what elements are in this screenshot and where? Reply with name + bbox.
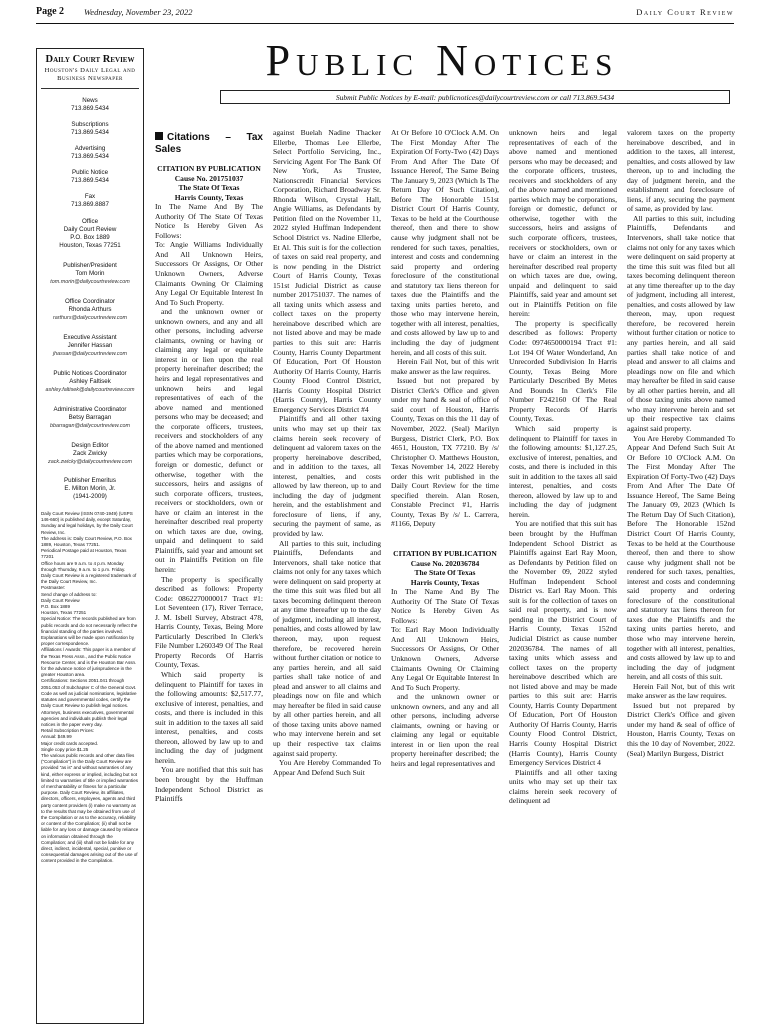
notice-caption: CITATION BY PUBLICATION <box>157 164 261 173</box>
notice-paragraph: Which said property is delinquent to Plaintiff for taxes in the following amounts: $1,127.25, exclusive of interest, penalties, and costs, and there is included in this suit in addition to the taxes all said interest, penalties, and costs thereon, allowed by law up to and including the day of judgment herein. <box>509 423 617 519</box>
issue-date: Wednesday, November 23, 2022 <box>84 7 193 17</box>
staff-name: Rhonda Arthurs <box>68 306 112 313</box>
notice-paragraph: To: Angie Williams Individually And All Unknown Heirs, Successors Or Assigns, Or Other Unknown Owners, Adverse Claimants Owning Or Claiming Any Legal Or Equitable Interest In And To Such Property. <box>155 240 263 307</box>
notice-paragraph: unknown heirs and legal representatives of each of the above named and mentioned persons who may be deceased; and the corporate officers, trustees, receivers and stockholders of any of the above named and mentioned parties which may be corporations, foreign or domestic, defunct or otherwise, together with the successors, heirs and assigns of such corporate officers, trustees, receivers or stockholders, own or have or claim an interest in the hereinafter described real property on which taxes are due, owing, unpaid and delinquent to said Plaintiffs, said year and amount set out in Plaintiffs Petition on file herein: <box>509 128 617 319</box>
staff-email: bbarragan@dailycourtreview.com <box>49 423 131 429</box>
notice-column-5 <box>627 128 735 1024</box>
staff-block <box>37 370 143 394</box>
contact-phone: 713.869.8887 <box>71 201 109 208</box>
notice-paragraph: In The Name And By The Authority Of The State Of Texas Notice Is Hereby Given As Follows: <box>155 202 263 240</box>
staff-name: Zack Zwicky <box>72 450 108 457</box>
staff-block <box>37 262 143 286</box>
fine-print <box>37 511 143 865</box>
notice-caption: The State Of Texas <box>414 568 476 578</box>
notice-column-1 <box>155 128 263 1024</box>
contact-phone: 713.869.5434 <box>71 177 109 184</box>
notice-paragraph: All parties to this suit, including Plaintiffs, Defendants and Intervenors, shall take notice that claims not only for any taxes which were delinquent on said property at the time this suit was filed but all taxes becoming delinquent thereon at any time thereafter up to the day of judgment, including all interest, penalties, and costs allowed by law thereon, may, upon request therefore, be recovered herein without further citation or notice to any parties herein, and all said parties shall take notice of and plead and answer to all claims and pleadings now on file and which may hereafter be filed in said cause by all other parties herein, and all of those taxing units above named who may intervene herein and set up their respective tax claims against said property. <box>273 538 381 758</box>
contact-phone: 713.869.5434 <box>71 105 109 112</box>
staff-name: Jennifer Hassan <box>67 342 113 349</box>
contact-block <box>37 97 143 113</box>
sidebar-title: Daily Court Review <box>45 54 135 65</box>
square-bullet-icon <box>155 132 163 140</box>
fine-print-line: Affiliations / Awards: This paper is a member of the Texas Press Assn., and the Public Notice Resource Center, and is the Houston Bar Assn. for the advance notice of jurisprudence in the greater Houston area. <box>41 647 137 678</box>
fine-print-line: Annual: $49.99 <box>41 734 72 740</box>
notice-paragraph: Herein Fail Not, but of this writ make answer as the law requires. <box>627 681 735 701</box>
notice-paragraph: You are notified that this suit has been brought by the Huffman Independent School District as Plaintiffs <box>155 765 263 804</box>
contact-block <box>37 169 143 185</box>
notice-caption: Cause No. 202036784 <box>410 558 480 568</box>
section-title: Citations – Tax Sales <box>155 132 263 155</box>
staff-block <box>37 334 143 358</box>
notice-paragraph: To: Earl Ray Moon Individually And All Unknown Heirs, Successors Or Assigns, Or Other Unknown Owners, Adverse Claimants Owning Or Claiming Any Legal Or Equitable Interest In And To Such Property. <box>391 625 499 692</box>
staff-block <box>37 442 143 466</box>
staff-email: zack.zwicky@dailycourtreview.com <box>48 459 132 465</box>
notice-caption: Cause No. 201751037 <box>174 173 244 183</box>
contact-label: News <box>82 97 98 104</box>
contact-block <box>37 121 143 137</box>
page-number: Page 2 <box>36 6 65 17</box>
staff-email: rarthurs@dailycourtreview.com <box>52 315 128 321</box>
contact-label: Subscriptions <box>71 121 109 128</box>
staff-name: Ashley Faltisek <box>69 378 111 385</box>
contact-label: Fax <box>84 193 96 200</box>
fine-print-line: Major credit cards accepted. <box>41 740 99 746</box>
sidebar-subtitle: Houston's Daily Legal and Business Newspaper <box>44 67 136 82</box>
notice-paragraph: Which said property is delinquent to Plaintiff for taxes in the following amounts: $2,517.77, exclusive of interest, penalties, and costs, and there is included in this suit in addition to the taxes all said interest, penalties, and costs thereon, allowed by law up to and including the day of judgment herein. <box>155 669 263 765</box>
notice-column-3 <box>391 128 499 1024</box>
contact-phone: 713.869.5434 <box>71 153 109 160</box>
staff-email: tom.morin@dailycourtreview.com <box>50 279 130 285</box>
submission-line: Submit Public Notices by E-mail: publicnotices@dailycourtreview.com or call 713.869.5434 <box>220 90 730 104</box>
fine-print-line: Daily Court Review is a registered trademark of the Daily Court Review, Inc. <box>41 573 137 585</box>
notice-caption: The State Of Texas <box>178 183 240 193</box>
staff-name: Tom Morin <box>75 270 105 277</box>
fine-print-line: The various public records and other data files ("Compilation") in the Daily Court Review are provided "as is" and without warranties of any kind, either express or implied, including but not limited to warranties of title or implied warranties of merchantability or fitness for a particular purpose. Daily Court Review, its affiliates, directors, officers, employees, agents and third party content providers (i) make no warranty as to the results that may be obtained from use of the Compilation or as to the accuracy, reliability or content of the Compilation; (ii) shall not be liable for any loss or damage caused by reliance on information obtained through the Compilation; and (iii) shall not be liable for any direct, indirect, incidental, special, punitive or consequential damages arising out of the use of content provided in the Compilation. <box>41 752 139 864</box>
emeritus-name: E. Milton Morin, Jr. <box>64 485 116 492</box>
contact-block <box>37 193 143 209</box>
notice-paragraph: The property is specifically described as follows: Property Code: 0862270000017 Tract #1: Lot Seventeen (17), River Terrace, J. M. Isbell Survey, Abstract 478, Harris County, Texas, Being More Particularly Described In Clerk's File Number L260349 Of The Real Property Records Of Harris County, Texas. <box>155 574 263 670</box>
staff-name: Betsy Barragan <box>68 414 112 421</box>
office-line-2: P.O. Box 1889 <box>70 234 110 241</box>
fine-print-line: Office hours are 9 a.m. to 4 p.m. Monday through Thursday, 9 a.m. to 1 p.m. Friday. <box>41 560 126 572</box>
contact-block <box>37 145 143 161</box>
header-rule <box>36 23 734 24</box>
running-header <box>36 6 734 28</box>
office-block <box>37 218 143 250</box>
notice-paragraph: and the unknown owner or unknown owners, and any and all other persons, including adverse claimants, owning or having or claiming any legal or equitable interest in or lien upon the real property hereinafter described; the heirs and legal representatives and <box>391 692 499 768</box>
fine-print-line: Single copy price $1.25 <box>41 746 89 752</box>
fine-print-line: Certifications: Sections 2051.041 through 2051.053 of Subchapter C of the General Govt. Code as well as judicial nominations, legislative statutes and governmental codes, certify the Daily Court Review to publish legal notices. Attorneys, business executives, governmental agencies and individuals publish their legal notices in the paper every day. <box>41 678 137 727</box>
sidebar-rule <box>41 88 139 89</box>
fine-print-line: Retail Subscription Prices: <box>41 728 95 734</box>
emeritus-role: Publisher Emeritus <box>64 477 116 484</box>
notice-paragraph: Plaintiffs and all other taxing units who may set up their tax claims herein seek recovery of delinquent ad valorem taxes on the property hereinabove described, and in addition to the taxes, all interest, penalties, and costs allowed by law thereon, up to and including the day of judgment herein, and the establishment and foreclosure of liens, if any, securing the payment of same, as provided by law. <box>273 414 381 538</box>
staff-role: Design Editor <box>71 442 109 449</box>
contact-label: Advertising <box>74 145 106 152</box>
office-line-1: Daily Court Review <box>63 226 117 233</box>
notice-paragraph: All parties to this suit, including Plaintiffs, Defendants and Intervenors, shall take notice that claims not only for any taxes which were delinquent on said property at the time this suit was filed but all taxes becoming delinquent thereon at any time thereafter up to the day of judgment, including all interest, penalties, and costs allowed by law thereon, may, upon request therefore, be recovered herein without further citation or notice to any parties herein, and all said parties shall take notice of and plead and answer to all claims and pleadings now on file and which may hereafter be filed in said cause by all other parties herein, and all of those taxing units above named who may intervene herein and set up their respective tax claims against said property. <box>627 213 735 433</box>
notice-paragraph: and the unknown owner or unknown owners, and any and all other persons, including adverse claimants, owning or having or claiming any legal or equitable interest in or lien upon the real property hereinafter described; the heirs and legal representatives and unknown heirs and legal representatives of each of the above named and mentioned persons who may be deceased; and the corporate officers, trustees, receivers and stockholders of any of the above named and mentioned parties which may be corporations, foreign or domestic, defunct or otherwise, together with the successors, heirs and assigns of such corporate officers, trustees, receivers or stockholders, own or have or claim an interest in the hereinafter described real property on which taxes are due, owing, unpaid and delinquent to said Plaintiffs, said year and amount set out in Plaintiffs Petition on file herein: <box>155 307 263 574</box>
contact-label: Public Notice <box>71 169 109 176</box>
notice-paragraph: You Are Hereby Commanded To Appear And Defend Such Suit <box>273 758 381 777</box>
masthead-sidebar <box>36 48 144 1024</box>
staff-role: Executive Assistant <box>63 334 117 341</box>
notice-caption: Harris County, Texas <box>410 577 480 587</box>
contact-phone: 713.869.5434 <box>71 129 109 136</box>
notice-paragraph: Herein Fail Not, but of this writ make answer as the law requires. <box>391 357 499 376</box>
office-line-3: Houston, Texas 77251 <box>59 242 121 249</box>
contact-list <box>37 97 143 209</box>
page-title: Public Notices <box>265 36 619 85</box>
staff-list <box>37 262 143 466</box>
staff-role: Administrative Coordinator <box>53 406 127 413</box>
notice-paragraph: Plaintiffs and all other taxing units who may set up their tax claims herein seek recovery of delinquent ad <box>509 767 617 806</box>
notice-paragraph: Issued but not prepared by District Clerk's Office and given under my hand & seal of office of Houston, Harris County, Texas on this the 10 day of November, 2022. (Seal) Marilyn Burgess, District <box>627 700 735 758</box>
notice-paragraph: You Are Hereby Commanded To Appear And Defend Such Suit At Or Before 10 O'Clock A.M. On The First Monday After The Expiration Of Forty-Two (42) Days From And After The Date Of Issuance Hereof, The Same Being The January 09, 2023 (Which Is The Return Day Of Such Citation), Before The Honorable 152nd District Court Of Harris County, Texas to be held at the Courthouse thereof, then and there to show cause why judgment shall not be rendered for such taxes, penalties, interest and costs and condemning said property and ordering foreclosure of the constitutional and statutory tax liens thereon for taxes due the Plaintiffs and the taxing units parties hereto, and those who may intervene herein, together with all interest, penalties, and costs allowed by law up to and including the day of judgment herein, and all costs of this suit. <box>627 433 735 682</box>
notice-column-4 <box>509 128 617 1024</box>
notice-paragraph: In The Name And By The Authority Of The State Of Texas Notice Is Hereby Given As Follows: <box>391 587 499 625</box>
staff-block <box>37 298 143 322</box>
fine-print-line: Houston, Texas 77251 <box>41 610 87 616</box>
staff-email: ashley.faltisek@dailycourtreview.com <box>45 387 135 393</box>
staff-role: Office Coordinator <box>64 298 116 305</box>
section-heading <box>155 132 263 156</box>
notice-separator <box>391 529 499 549</box>
fine-print-line: Postmaster: <box>41 585 66 591</box>
notice-paragraph: Issued but not prepared by District Clerk's Office and given under my hand & seal of office of said court of Houston, Harris County, Texas on this the 11 day of November, 2022. (Seal) Marilyn Burgess, District Clerk, P.O. Box 4651, Houston, TX 77210. By /s/ Christopher O. Matthews Houston, Texas November 14, 2022 Hereby order this writ published in the Daily Court Review for the time specified therein. Alan Rosen, Constable Precinct #1, Harris County, Texas By /s/ L. Carrera, #1166, Deputy <box>391 376 499 529</box>
fine-print-line: Send change of address to: <box>41 591 97 597</box>
notice-caption: Harris County, Texas <box>174 192 244 202</box>
staff-email: jhassan@dailycourtreview.com <box>52 351 128 357</box>
notice-column-2 <box>273 128 381 1024</box>
notice-paragraph: At Or Before 10 O'Clock A.M. On The First Monday After The Expiration Of Forty-Two (42) Days From And After The Date Of Issuance Hereof, The Same Being The January 9, 2023 (Which Is The Return Day Of Such Citation), Before The Honorable 151st District Court Of Harris County, Texas to be held at the Courthouse thereof, then and there to show cause why judgment shall not be rendered for such taxes, penalties, interest and costs and condemning said property and ordering foreclosure of the constitutional and statutory tax liens thereon for taxes due the Plaintiffs and the taxing units parties hereto, and those who may intervene herein, together with all interest, penalties, and costs allowed by law up to and including the day of judgment herein, and all costs of this suit. <box>391 128 499 357</box>
fine-print-line: P.O. Box 1889 <box>41 604 70 610</box>
fine-print-line: Daily Court Review <box>41 597 80 603</box>
notice-paragraph: You are notified that this suit has been brought by the Huffman Independent School District as Plaintiffs against Earl Ray Moon, as Defendants by Petition filed on the November 09, 2022 styled Huffman Independent School District vs. Earl Ray Moon. This suit is for the collection of taxes on said real property, and is now pending in the District Court of Harris County, Texas 152nd Judicial District as cause number 202036784. The names of all taxing units which assess and collect taxes on the property hereinabove described which are not listed above and may be made parties to this suit are: Harris County, Harris County Department Of Education, Port Of Houston Authority Of Harris County, Harris County Flood Control District, Harris County Hospital District (Harris County), Harris County Emergency Services District 4 <box>509 519 617 768</box>
notice-paragraph: against Buelah Nadine Thacker Ellerbe, Thomas Lee Ellerbe, Select Portfolio Servicing, Inc., Servicing Agent For The Bank Of New York, As Trustee, Nationscredit Financial Services Corporation, Richard Broadway Sr. Rhonda Wilson, Crystal Hall, Angie Williams, as Defendants by Petition filed on the November 11, 2022 styled Huffman Independent School District vs. Nadine Ellerbe, Et Al. This suit is for the collection of taxes on said real property, and is now pending in the District Court of Harris County, Texas 151st Judicial District as cause number 201751037. The names of all taxing units which assess and collect taxes on the property hereinabove described which are not listed above and may be made parties to this suit are: Harris County, Harris County Department Of Education, Port Of Houston Authority Of Harris County, Harris County Flood Control District, Harris County Hospital District (Harris County), Harris County Emergency Services District #4 <box>273 128 381 414</box>
emeritus-years: (1941-2009) <box>73 493 107 500</box>
notice-caption: CITATION BY PUBLICATION <box>393 548 497 558</box>
emeritus-block <box>37 477 143 501</box>
fine-print-line: Special Notice: The records published are from public records and do not necessarily reflect the financial standing of the parties involved. Explanations will be made upon notification by proper correspondence. <box>41 616 138 647</box>
paper-name: Daily Court Review <box>636 7 734 17</box>
fine-print-line: Periodical Postage paid at Houston, Texas 77201 <box>41 548 127 560</box>
fine-print-line: The address is: Daily Court Review, P.O. Box 1889, Houston, Texas 77251. <box>41 535 132 548</box>
notice-paragraph: The property is specifically described as follows: Property Code: 0974650000194 Tract #1: Lot 194 Of Water Wonderland, An Unrecorded Subdivision In Harris County, Texas Being More Particularly Described By Metes And Bounds In Clerk's File Number F242160 Of The Real Property Records Of Harris County, Texas. <box>509 318 617 424</box>
staff-block <box>37 406 143 430</box>
notice-paragraph: valorem taxes on the property hereinabove described, and in addition to the taxes, all interest, penalties, and costs allowed by law thereon, up to and including the day of judgment herein, and the establishment and foreclosure of liens, if any, securing the payment of same, as provided by law. <box>627 128 735 214</box>
staff-role: Publisher/President <box>63 262 117 269</box>
fine-print-line: Daily Court Review (ISSN 0740-1949) (USPS 146-660) is published daily, except Saturday, Sunday and legal holidays, by the Daily Court Review, Inc. <box>41 511 133 535</box>
office-label: Office <box>81 218 99 225</box>
staff-role: Public Notices Coordinator <box>53 370 127 377</box>
